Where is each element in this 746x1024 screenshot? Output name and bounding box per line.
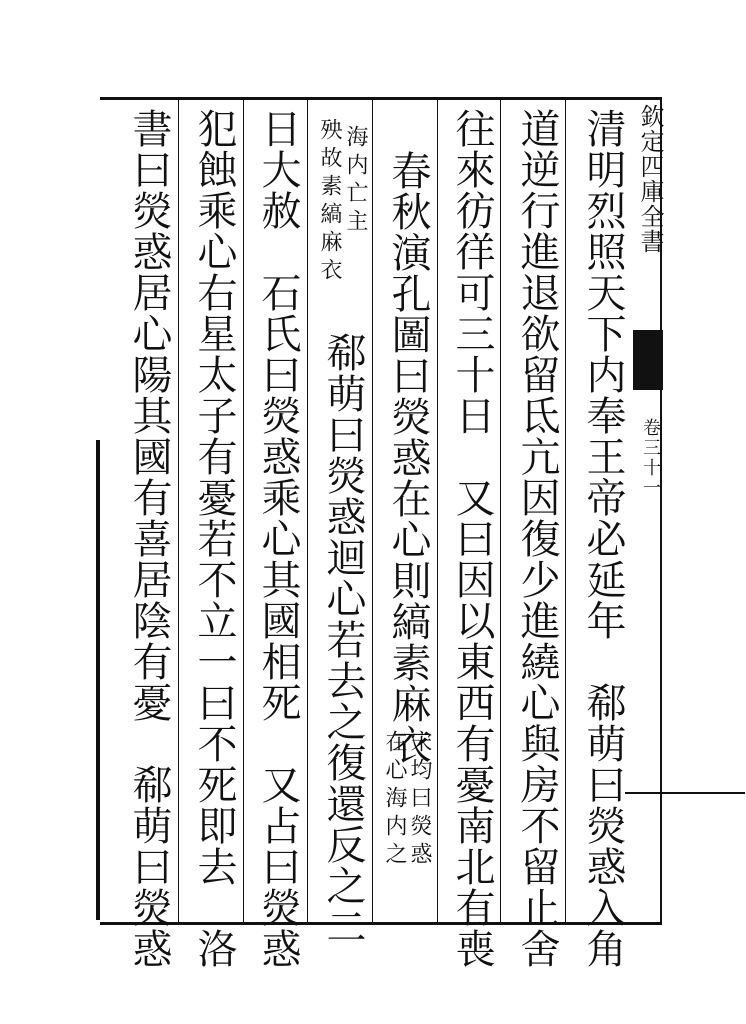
book-header: 欽定四庫全書 [636, 104, 664, 254]
commentary-right: 宋均曰熒惑 [407, 730, 432, 870]
commentary-top-left: 殃故素縞麻衣 [317, 118, 342, 286]
text-column-7: 犯蝕乘心右星太子有憂若不立一曰不死即去 洛 [191, 108, 237, 969]
text-column-5: 郗萌曰熒惑迴心若去之復還反之二 [320, 332, 366, 947]
text-column-6: 日大赦 石氏曰熒惑乘心其國相死 又占曰熒惑 [255, 108, 301, 969]
column-rule [178, 100, 179, 922]
left-border [96, 440, 100, 920]
column-rule [437, 100, 438, 922]
text-column-8: 書曰熒惑居心陽其國有喜居陰有憂 郗萌曰熒惑 [126, 108, 172, 969]
column-rule [243, 100, 244, 922]
text-column-4: 春秋演孔圖曰熒惑在心則縞素麻衣 [385, 150, 431, 765]
column-rule [565, 100, 566, 922]
text-column-1: 清明烈照天下内奉王帝必延年 郗萌曰熒惑入角 [580, 108, 626, 969]
gutter-rule [625, 792, 745, 794]
fishtail-mark [633, 330, 663, 390]
column-rule [307, 100, 308, 922]
text-column-2: 道逆行進退欲留氐亢因復少進繞心與房不留止舍 [514, 108, 560, 969]
commentary-left: 在心海内之 [382, 730, 407, 870]
column-rule [372, 100, 373, 922]
top-border [100, 97, 660, 100]
bottom-border [100, 922, 660, 925]
commentary-top-right: 海内亡主 [343, 125, 368, 237]
volume-label: 卷三十一 [640, 418, 661, 498]
column-rule [500, 100, 501, 922]
text-column-3: 往來彷徉可三十日 又曰因以東西有憂南北有喪 [449, 108, 495, 969]
